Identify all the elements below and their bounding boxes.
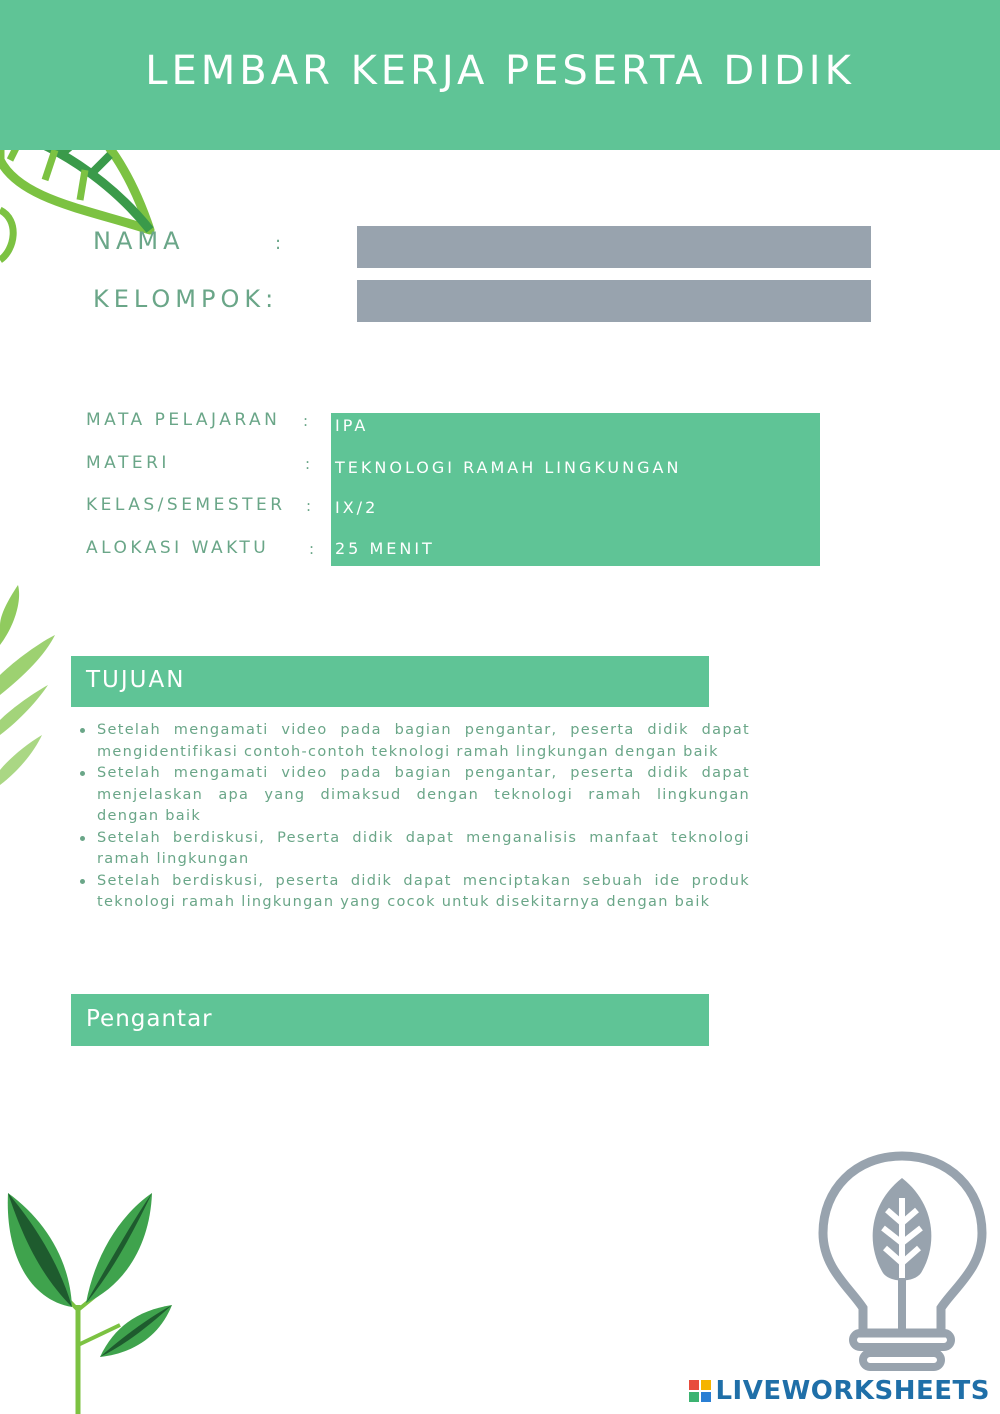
- info-label-alokasi-waktu: ALOKASI WAKTU: [86, 538, 270, 558]
- tujuan-title: TUJUAN: [86, 667, 186, 693]
- info-colon: :: [305, 455, 311, 473]
- info-value-kelas-semester: IX/2: [335, 498, 379, 517]
- info-label-mata-pelajaran: MATA PELAJARAN: [86, 410, 281, 430]
- page-title: LEMBAR KERJA PESERTA DIDIK: [145, 48, 855, 94]
- nama-input[interactable]: [357, 226, 871, 268]
- list-item: Setelah mengamati video pada bagian pengantar, peserta didik dapat mengidentifikasi contoh-contoh teknologi ramah lingkungan dengan baik: [80, 720, 750, 763]
- brand-text: LIVEWORKSHEETS: [715, 1376, 990, 1406]
- nama-colon: :: [275, 233, 282, 254]
- eco-lightbulb-icon: [815, 1148, 990, 1388]
- info-label-kelas-semester: KELAS/SEMESTER: [86, 495, 286, 515]
- list-item: Setelah berdiskusi, peserta didik dapat menciptakan sebuah ide produk teknologi ramah lingkungan yang cocok untuk disekitarnya dengan baik: [80, 871, 750, 914]
- plant-sprout-icon: [0, 1185, 180, 1414]
- kelompok-label: KELOMPOK:: [93, 285, 279, 313]
- liveworksheets-logo-icon: [689, 1380, 711, 1402]
- info-colon: :: [303, 412, 309, 430]
- info-value-mata-pelajaran: IPA: [335, 416, 369, 435]
- info-label-materi: MATERI: [86, 453, 170, 473]
- fern-icon: [0, 585, 60, 795]
- list-item: Setelah mengamati video pada bagian pengantar, peserta didik dapat menjelaskan apa yang dimaksud dengan teknologi ramah lingkungan dengan baik: [80, 763, 750, 828]
- tujuan-list: [80, 720, 750, 914]
- info-colon: :: [309, 540, 315, 558]
- kelompok-input[interactable]: [357, 280, 871, 322]
- info-colon: :: [306, 497, 312, 515]
- liveworksheets-brand: [689, 1376, 990, 1406]
- info-value-materi: TEKNOLOGI RAMAH LINGKUNGAN: [335, 458, 682, 477]
- list-item: Setelah berdiskusi, Peserta didik dapat menganalisis manfaat teknologi ramah lingkungan: [80, 828, 750, 871]
- nama-label: NAMA: [93, 227, 185, 255]
- info-value-alokasi-waktu: 25 MENIT: [335, 539, 435, 558]
- pengantar-title: Pengantar: [86, 1006, 213, 1032]
